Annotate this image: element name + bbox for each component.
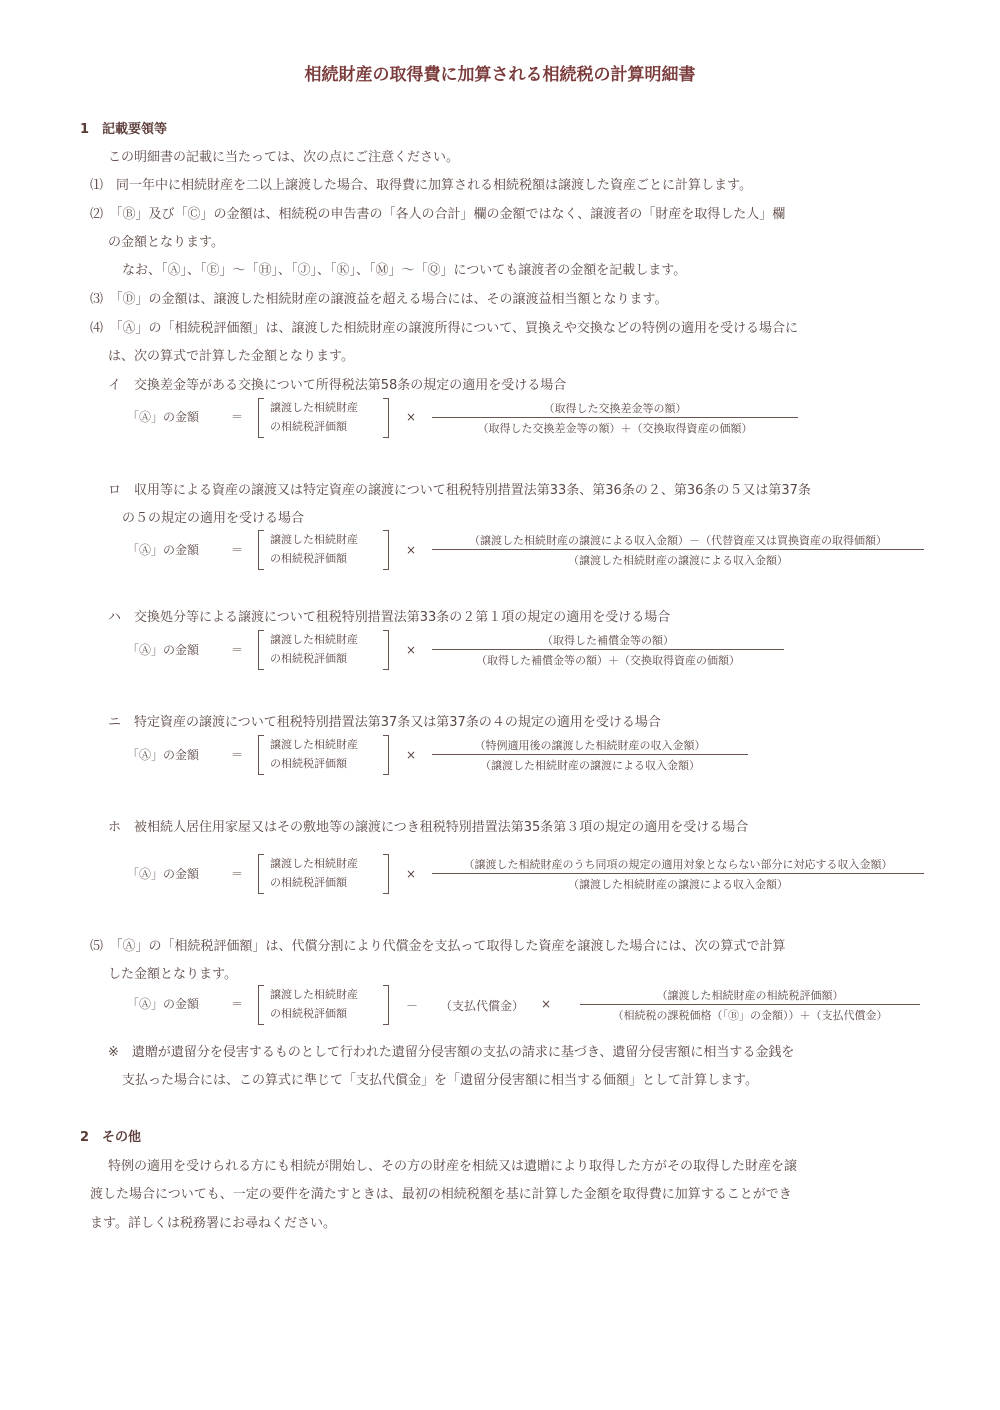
formula-ho-times: × [406,867,417,881]
formula-ni-box: 譲渡した相続財産 の相続税評価額 [270,738,358,770]
formula-i-times: × [406,410,417,424]
section-2-line-1: 特例の適用を受けられる方にも相続が開始し、その方の財産を相続又は遺贈により取得した方がその取得した財産を譲 [108,1159,798,1174]
formula-i-lhs: 「Ⓐ」の金額 [127,410,200,424]
formula-ni-eq: ＝ [231,748,244,762]
formula-ha-bracket-right [383,630,389,670]
item-2-line-3: なお、「Ⓐ」、「Ⓔ」～「Ⓗ」、「Ⓙ」、「Ⓚ」、「Ⓜ」～「Ⓠ」についても譲渡者の金額を記載します。 [122,263,687,278]
formula-ni-fraction: （特例適用後の譲渡した相続財産の収入金額） （譲渡した相続財産の譲渡による収入金額） [432,737,748,773]
formula-i-bracket-left [258,398,264,438]
formula-ho-box: 譲渡した相続財産 の相続税評価額 [270,857,358,889]
section-2-heading: 2 その他 [80,1130,142,1145]
formula-ha-bracket-left [258,630,264,670]
formula-5-box: 譲渡した相続財産 の相続税評価額 [270,988,358,1020]
section-2-line-3: ます。詳しくは税務署にお尋ねください。 [90,1216,336,1231]
section-1-heading: 1 記載要領等 [80,122,168,137]
formula-ha-lhs: 「Ⓐ」の金額 [127,643,200,657]
formula-5-minus: － [406,999,419,1013]
case-ro-heading-line-1: ロ 収用等による資産の譲渡又は特定資産の譲渡について租税特別措置法第33条、第36条の２、第36条の５又は第37条 [108,483,811,498]
formula-ho-bracket-right [383,854,389,894]
case-i-heading: イ 交換差金等がある交換について所得税法第58条の規定の適用を受ける場合 [108,378,567,393]
formula-ha-fraction: （取得した補償金等の額） （取得した補償金等の額）＋（交換取得資産の価額） [432,632,784,668]
formula-i-eq: ＝ [231,410,244,424]
item-2-line-2: の金額となります。 [108,235,224,250]
formula-5-bracket-right [383,985,389,1025]
formula-i-bracket-right [383,398,389,438]
note-line-1: ※ 遺贈が遺留分を侵害するものとして行われた遺留分侵害額の支払の請求に基づき、遺留分侵害額に相当する金銭を [108,1045,795,1060]
formula-ro-bracket-right [383,530,389,570]
formula-5-bracket-left [258,985,264,1025]
case-ho-heading: ホ 被相続人居住用家屋又はその敷地等の譲渡につき租税特別措置法第35条第３項の規定の適用を受ける場合 [108,820,749,835]
section-2-line-2: 渡した場合についても、一定の要件を満たすときは、最初の相続税額を基に計算した金額を取得費に加算することができ [90,1187,792,1202]
item-1: ⑴ 同一年中に相続財産を二以上譲渡した場合、取得費に加算される相続税額は譲渡した資産ごとに計算します。 [90,178,752,193]
case-ha-heading: ハ 交換処分等による譲渡について租税特別措置法第33条の２第１項の規定の適用を受ける場合 [108,610,671,625]
item-3: ⑶ 「Ⓓ」の金額は、譲渡した相続財産の譲渡益を超える場合には、その譲渡益相当額となります。 [90,292,668,307]
case-ro-heading-line-2: の５の規定の適用を受ける場合 [122,511,305,526]
formula-ha-times: × [406,643,417,657]
page-title: 相続財産の取得費に加算される相続税の計算明細書 [304,65,696,85]
formula-ro-times: × [406,543,417,557]
formula-5-fraction: （譲渡した相続財産の相続税評価額） （相続税の課税価格（「Ⓑ」の金額））＋（支払代償金） [580,987,920,1023]
formula-ho-eq: ＝ [231,867,244,881]
formula-5-payment: （支払代償金） [440,999,525,1013]
formula-ni-times: × [406,748,417,762]
formula-5-times: × [541,997,552,1011]
formula-ro-eq: ＝ [231,543,244,557]
formula-ho-bracket-left [258,854,264,894]
item-5-line-1: ⑸ 「Ⓐ」の「相続税評価額」は、代償分割により代償金を支払って取得した資産を譲渡した場合には、次の算式で計算 [90,939,786,954]
formula-5-eq: ＝ [231,997,244,1011]
formula-ro-bracket-left [258,530,264,570]
formula-5-lhs: 「Ⓐ」の金額 [127,997,200,1011]
item-4-line-2: は、次の算式で計算した金額となります。 [108,349,354,364]
formula-ni-bracket-left [258,735,264,775]
formula-ho-fraction: （譲渡した相続財産のうち同項の規定の適用対象とならない部分に対応する収入金額） （譲渡した相続財産の譲渡による収入金額） [432,856,924,892]
intro-text: この明細書の記載に当たっては、次の点にご注意ください。 [108,150,460,165]
formula-ho-lhs: 「Ⓐ」の金額 [127,867,200,881]
formula-i-box: 譲渡した相続財産 の相続税評価額 [270,401,358,433]
item-5-line-2: した金額となります。 [108,967,237,982]
formula-ro-lhs: 「Ⓐ」の金額 [127,543,200,557]
formula-ni-lhs: 「Ⓐ」の金額 [127,748,200,762]
formula-i-fraction: （取得した交換差金等の額） （取得した交換差金等の額）＋（交換取得資産の価額） [432,400,798,436]
note-line-2: 支払った場合には、この算式に準じて「支払代償金」を「遺留分侵害額に相当する価額」として計算します。 [122,1073,758,1088]
item-2-line-1: ⑵ 「Ⓑ」及び「Ⓒ」の金額は、相続税の申告書の「各人の合計」欄の金額ではなく、譲渡者の「財産を取得した人」欄 [90,207,786,222]
formula-ni-bracket-right [383,735,389,775]
formula-ro-box: 譲渡した相続財産 の相続税評価額 [270,533,358,565]
case-ni-heading: ニ 特定資産の譲渡について租税特別措置法第37条又は第37条の４の規定の適用を受ける場合 [108,715,661,730]
item-4-line-1: ⑷ 「Ⓐ」の「相続税評価額」は、譲渡した相続財産の譲渡所得について、買換えや交換などの特例の適用を受ける場合に [90,321,798,336]
formula-ha-box: 譲渡した相続財産 の相続税評価額 [270,633,358,665]
formula-ha-eq: ＝ [231,643,244,657]
formula-ro-fraction: （譲渡した相続財産の譲渡による収入金額）－（代替資産又は買換資産の取得価額） （譲渡した相続財産の譲渡による収入金額） [432,532,924,568]
